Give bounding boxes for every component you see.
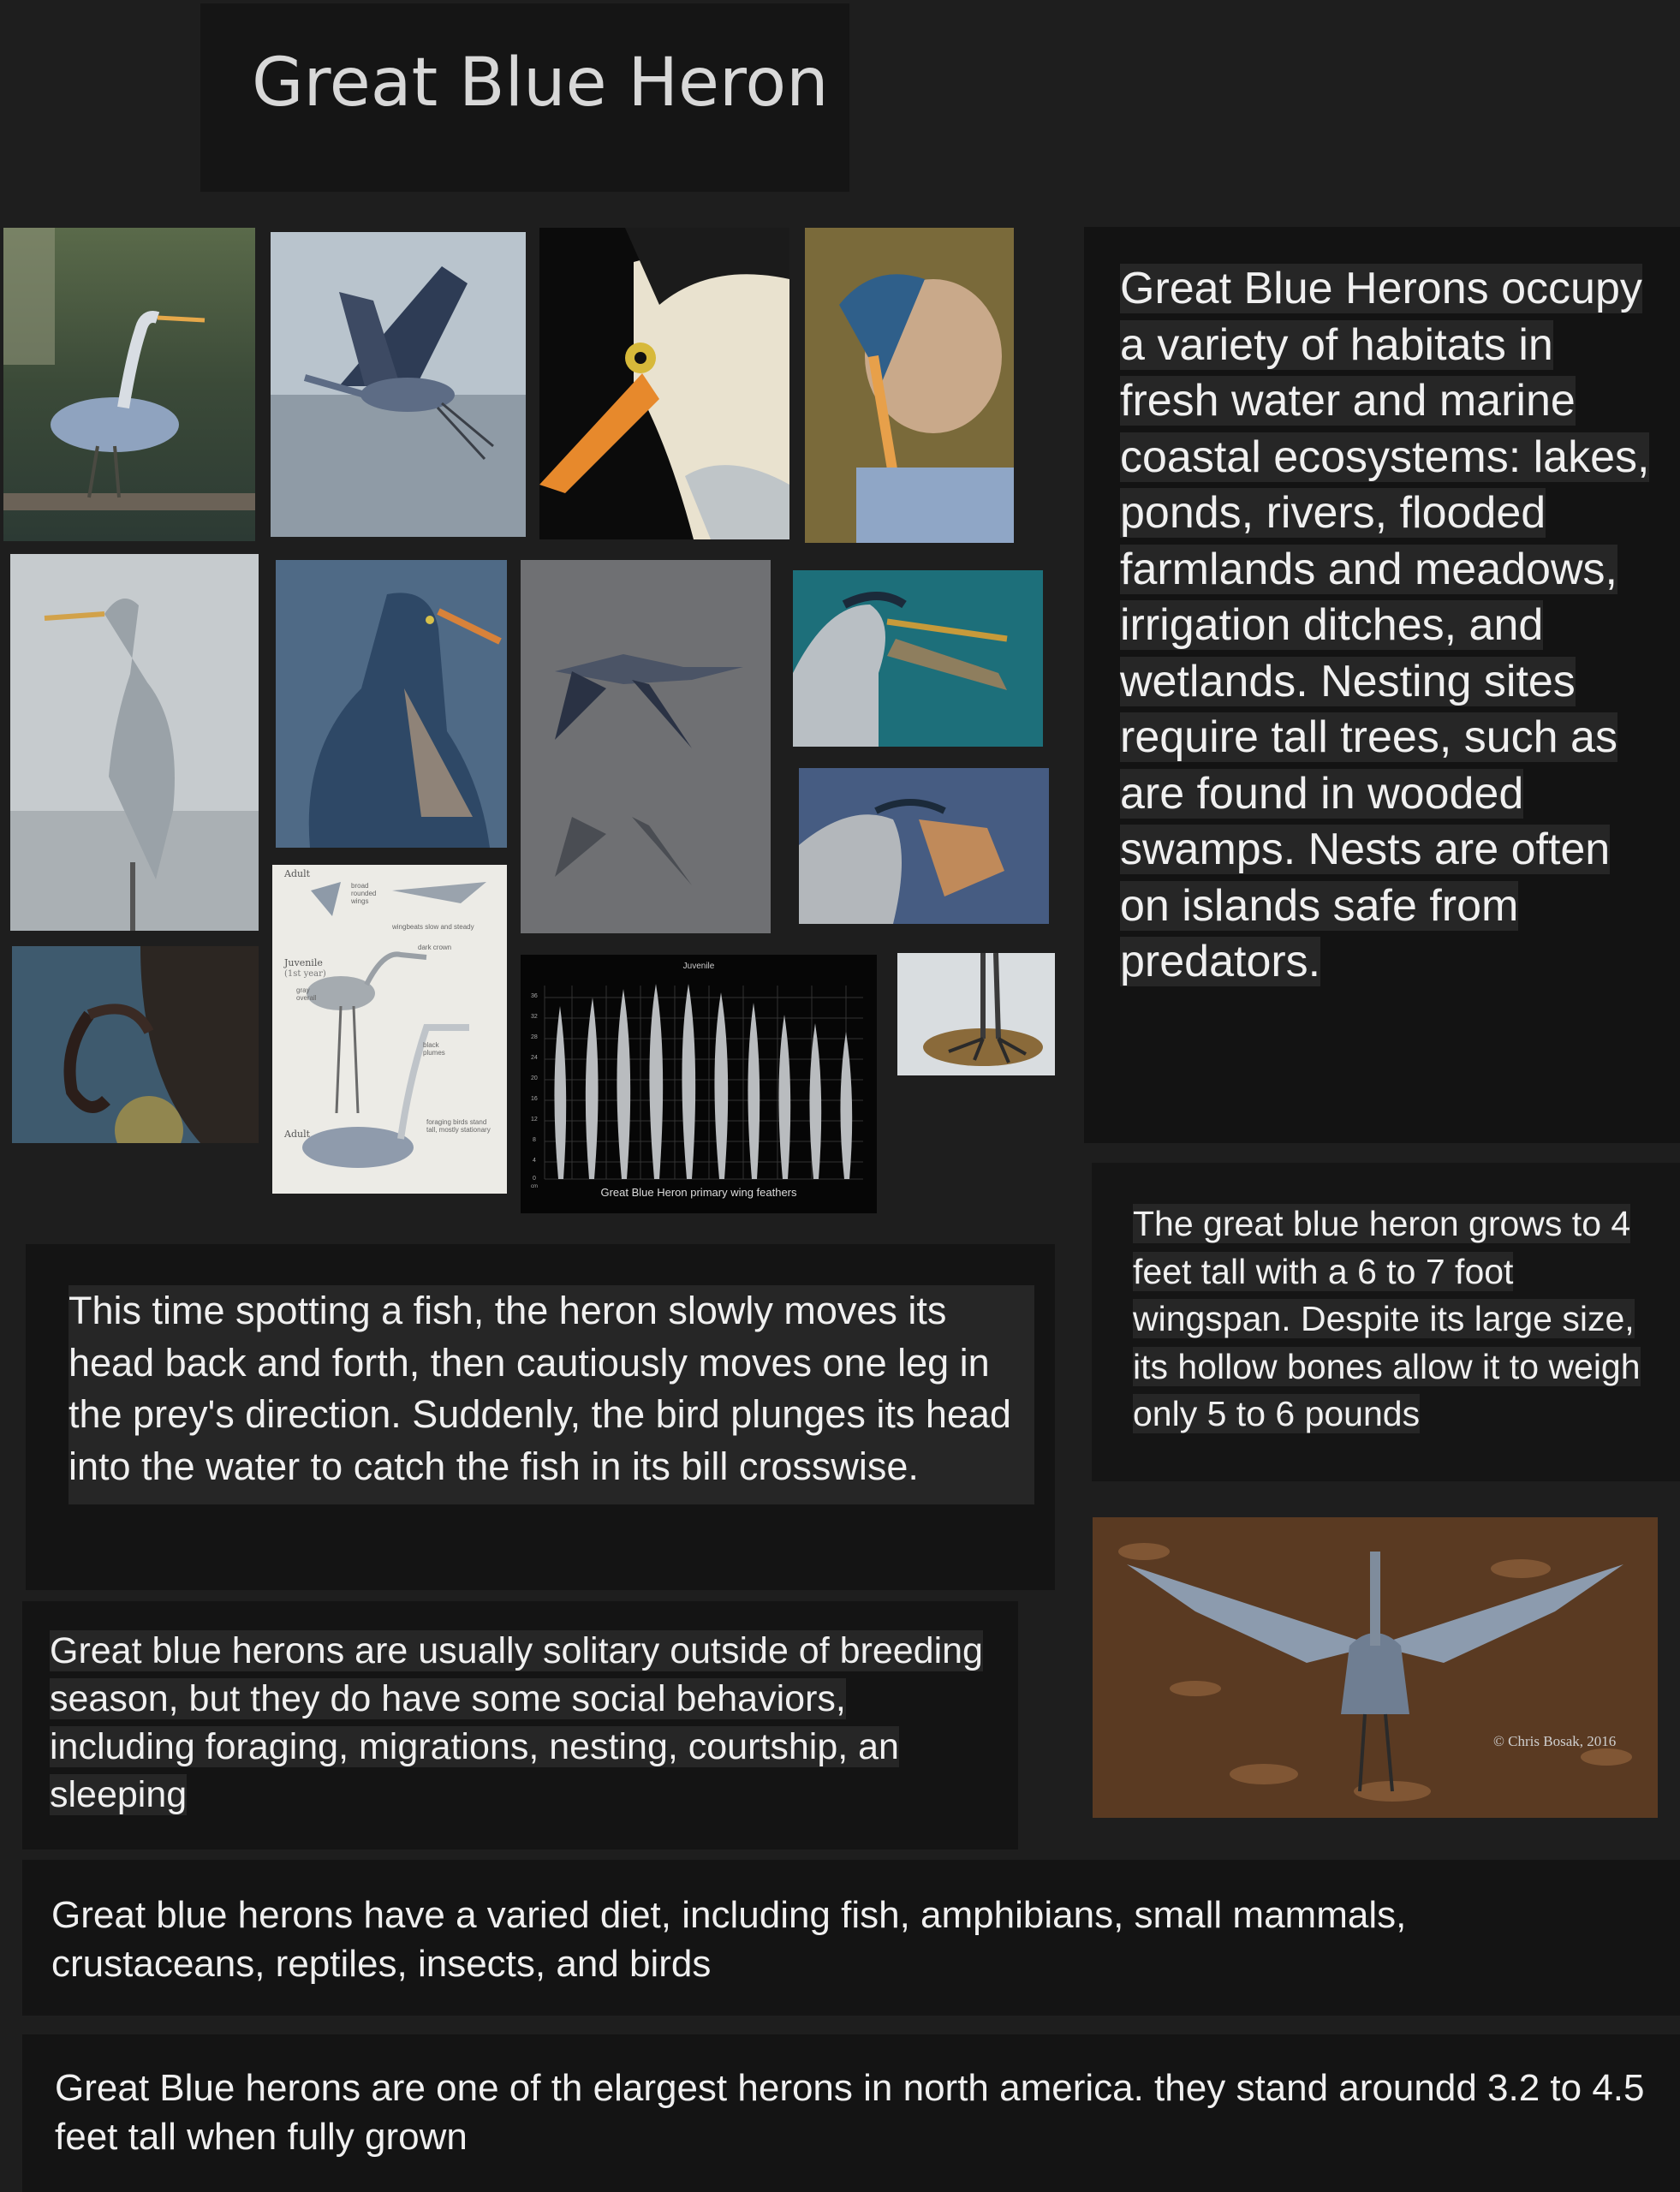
photo-heron-preening	[805, 228, 1014, 543]
guide-note-wingbeats: wingbeats slow and steady	[392, 923, 474, 931]
feather-chart-tick-20: 20	[531, 1075, 538, 1081]
photo-heron-wingspan	[1093, 1517, 1658, 1818]
guide-note-wings: broad rounded wings	[351, 882, 377, 905]
feather-chart-tick-24: 24	[531, 1055, 538, 1061]
photo-heron-takeoff	[271, 232, 526, 537]
feather-chart-tick-36: 36	[531, 993, 538, 999]
guide-label-juvenile-sub: (1st year)	[284, 969, 326, 979]
photo-heron-head-closeup	[539, 228, 789, 539]
stature-text: Great Blue herons are one of th elargest herons in north america. they stand aroundd 3.2 to 4.5 feet tall when fully grown	[55, 2067, 1645, 2158]
feather-chart-unit: cm	[531, 1184, 538, 1189]
photo-heron-fish-teal	[793, 570, 1043, 747]
guide-label-juvenile: Juvenile	[284, 957, 323, 968]
guide-label-adult: Adult	[284, 868, 311, 879]
photo-heron-plumes	[276, 560, 507, 848]
hunting-text: This time spotting a fish, the heron slowly moves its head back and forth, then cautiously moves one leg in the prey's direction. Suddenly, the bird plunges its head into the water to catch the fish in its bill crosswise.	[69, 1289, 1011, 1488]
size-text-box	[1092, 1163, 1680, 1481]
stature-text-box	[22, 2034, 1680, 2192]
photo-heron-flight-reflection	[521, 560, 771, 933]
social-text-box	[22, 1601, 1018, 1850]
feather-chart-tick-0: 0	[533, 1176, 536, 1182]
guide-note-foraging: foraging birds stand tall, mostly stationary	[426, 1118, 491, 1134]
diet-text-box	[22, 1860, 1680, 2016]
feather-chart-tick-28: 28	[531, 1034, 538, 1040]
field-guide-illustration	[272, 865, 507, 1194]
photo-heron-talon	[12, 946, 259, 1143]
habitat-text: Great Blue Herons occupy a variety of habitats in fresh water and marine coastal ecosystems: lakes, ponds, rivers, flooded farmlands and meadows, irrigation ditches, and wetlands. Nesting sites require tall trees, such as are found in wooded swamps. Nests are often on islands safe from predators.	[1120, 264, 1650, 986]
feather-chart-title: Juvenile	[682, 962, 715, 971]
feather-chart-tick-16: 16	[531, 1096, 538, 1102]
feather-chart	[521, 955, 877, 1213]
size-text: The great blue heron grows to 4 feet tall with a 6 to 7 foot wingspan. Despite its large size, its hollow bones allow it to weigh only 5 to 6 pounds	[1133, 1204, 1641, 1433]
feather-chart-tick-8: 8	[533, 1137, 536, 1143]
wingspan-photo-credit: © Chris Bosak, 2016	[1493, 1733, 1617, 1749]
guide-note-plumes: black plumes	[423, 1041, 445, 1057]
feather-chart-tick-32: 32	[531, 1014, 538, 1020]
photo-heron-standing-gray	[10, 554, 259, 931]
social-text: Great blue herons are usually solitary outside of breeding season, but they do have some social behaviors, including foraging, migrations, nesting, courtship, an sleeping	[50, 1630, 983, 1815]
guide-note-crown: dark crown	[418, 944, 452, 951]
photo-heron-swallowing-fish	[799, 768, 1049, 924]
page-title: Great Blue Heron	[252, 45, 829, 122]
guide-note-gray: gray overall	[296, 986, 317, 1002]
diet-text: Great blue herons have a varied diet, including fish, amphibians, small mammals, crustaceans, reptiles, insects, and birds	[51, 1894, 1407, 1985]
feather-chart-tick-12: 12	[531, 1117, 538, 1123]
photo-heron-feet	[897, 953, 1055, 1075]
feather-chart-tick-4: 4	[533, 1158, 536, 1164]
feather-chart-caption: Great Blue Heron primary wing feathers	[600, 1186, 797, 1199]
title-box	[200, 3, 849, 192]
hunting-text-box	[26, 1244, 1055, 1590]
photo-heron-standing-log	[3, 228, 255, 541]
guide-label-adult-2: Adult	[284, 1129, 311, 1140]
habitat-text-box	[1084, 227, 1680, 1143]
